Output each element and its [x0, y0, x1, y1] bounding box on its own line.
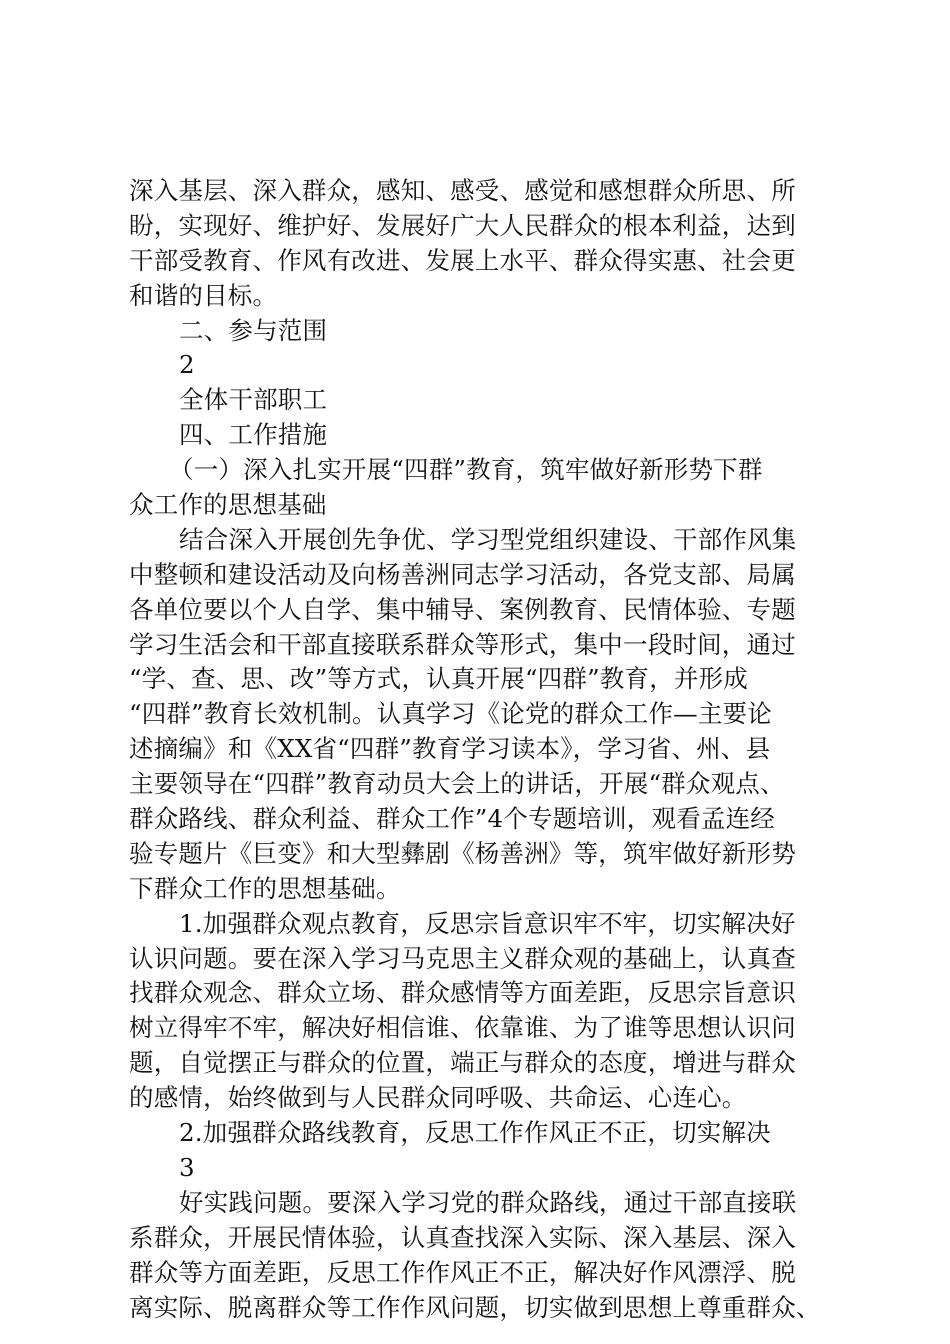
text-line: 干部受教育、作风有改进、发展上水平、群众得实惠、社会更 — [129, 245, 796, 275]
section-heading: 四、工作措施 — [179, 420, 328, 450]
text-line: 盼，实现好、维护好、发展好广大人民群众的根本利益，达到 — [129, 210, 796, 240]
text-line: 好实践问题。要深入学习党的群众路线，通过干部直接联 — [179, 1187, 797, 1217]
text-line: 众工作的思想基础 — [129, 490, 327, 520]
text-line: 深入基层、深入群众，感知、感受、感觉和感想群众所思、所 — [129, 176, 796, 205]
subsection-heading: （一）深入扎实开展“四群”教育，筑牢做好新形势下群 — [169, 455, 763, 485]
text-line: 认识问题。要在深入学习马克思主义群众观的基础上，认真查 — [129, 943, 796, 973]
text-line: 群众等方面差距，反思工作作风正不正，解决好作风漂浮、脱 — [129, 1257, 796, 1287]
numbered-item: 2.加强群众路线教育，反思工作作风正不正，切实解决 — [179, 1118, 771, 1148]
text-line: 找群众观念、群众立场、群众感情等方面差距，反思宗旨意识 — [129, 978, 796, 1008]
text-line: 各单位要以个人自学、集中辅导、案例教育、民情体验、专题 — [129, 594, 796, 624]
text-line: “学、查、思、改”等方式，认真开展“四群”教育，并形成 — [129, 664, 748, 694]
text-line: 和谐的目标。 — [129, 280, 278, 310]
section-heading: 二、参与范围 — [179, 315, 328, 345]
text-line: 系群众，开展民情体验，认真查找深入实际、深入基层、深入 — [129, 1222, 796, 1252]
text-line: 结合深入开展创先争优、学习型党组织建设、干部作风集 — [179, 524, 797, 554]
text-line: 全体干部职工 — [179, 385, 328, 415]
numbered-item: 1.加强群众观点教育，反思宗旨意识牢不牢，切实解决好 — [179, 908, 796, 938]
document-body — [129, 174, 829, 1325]
text-line: 主要领导在“四群”教育动员大会上的讲话，开展“群众观点、 — [129, 769, 785, 799]
text-line: 的感情，始终做到与人民群众同呼吸、共命运、心连心。 — [129, 1083, 747, 1113]
text-line: 离实际、脱离群众等工作作风问题，切实做到思想上尊重群众、 — [129, 1292, 821, 1322]
text-line: 下群众工作的思想基础。 — [129, 873, 401, 903]
text-line: 学习生活会和干部直接联系群众等形式，集中一段时间，通过 — [129, 629, 796, 659]
page-number: 3 — [179, 1152, 195, 1182]
text-line: 群众路线、群众利益、群众工作”4个专题培训，观看孟连经 — [129, 804, 776, 834]
text-line: 题，自觉摆正与群众的位置，端正与群众的态度，增进与群众 — [129, 1048, 796, 1078]
text-line: 验专题片《巨变》和大型彝剧《杨善洲》等，筑牢做好新形势 — [129, 838, 796, 868]
page-number: 2 — [179, 350, 195, 380]
text-line: 中整顿和建设活动及向杨善洲同志学习活动，各党支部、局属 — [129, 559, 796, 589]
text-line: 述摘编》和《XX省“四群”教育学习读本》，学习省、州、县 — [129, 734, 771, 764]
text-line: “四群”教育长效机制。认真学习《论党的群众工作—主要论 — [129, 699, 772, 729]
text-line: 树立得牢不牢，解决好相信谁、依靠谁、为了谁等思想认识问 — [129, 1013, 796, 1043]
